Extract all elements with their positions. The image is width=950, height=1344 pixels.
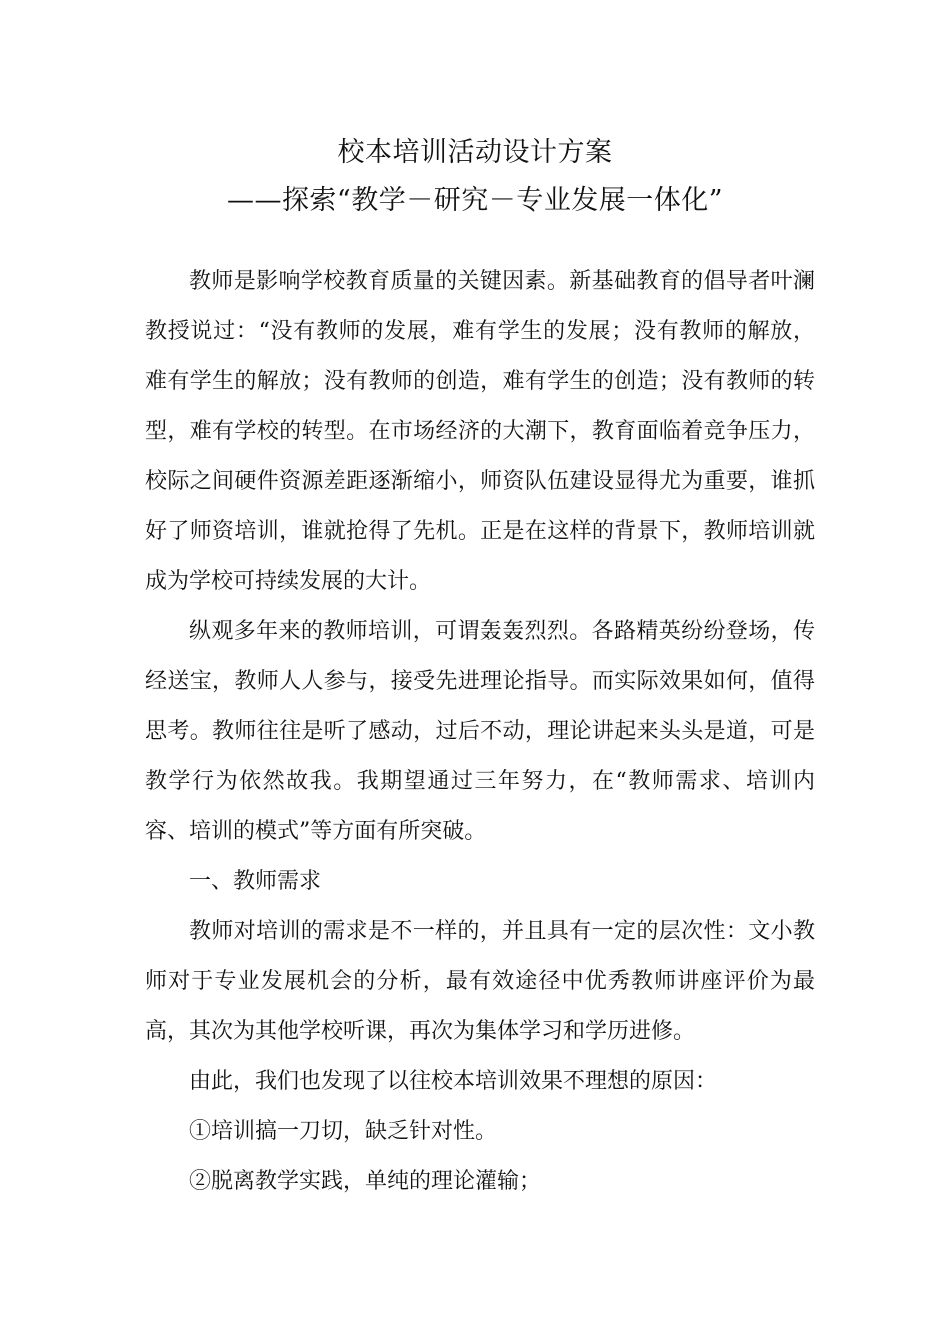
paragraph-reasons: 由此，我们也发现了以往校本培训效果不理想的原因： <box>189 1069 718 1094</box>
document-subtitle: ——探索“教学－研究－专业发展一体化” <box>226 185 724 216</box>
document-body <box>145 257 815 1207</box>
list-item-1: ①培训搞一刀切，缺乏针对性。 <box>189 1119 498 1144</box>
section-heading-teacher-needs: 一、教师需求 <box>189 869 322 894</box>
paragraph-review: 纵观多年来的教师培训，可谓轰轰烈烈。各路精英纷纷登场，传经送宝，教师人人参与，接受先进理论指导。而实际效果如何，值得思考。教师往往是听了感动，过后不动，理论讲起来头头是道，可是教学行为依然故我。我期望通过三年努力，在“教师需求、培训内容、培训的模式”等方面有所突破。 <box>145 619 815 844</box>
paragraph-intro: 教师是影响学校教育质量的关键因素。新基础教育的倡导者叶澜教授说过：“没有教师的发展，难有学生的发展；没有教师的解放，难有学生的解放；没有教师的创造，难有学生的创造；没有教师的转型，难有学校的转型。在市场经济的大潮下，教育面临着竞争压力，校际之间硬件资源差距逐渐缩小，师资队伍建设显得尤为重要，谁抓好了师资培训，谁就抢得了先机。正是在这样的背景下，教师培训就成为学校可持续发展的大计。 <box>145 269 815 594</box>
list-item-2: ②脱离教学实践，单纯的理论灌输； <box>189 1169 542 1194</box>
document-title: 校本培训活动设计方案 <box>337 137 613 168</box>
paragraph-needs: 教师对培训的需求是不一样的，并且具有一定的层次性：文小教师对于专业发展机会的分析，最有效途径中优秀教师讲座评价为最高，其次为其他学校听课，再次为集体学习和学历进修。 <box>145 919 815 1044</box>
